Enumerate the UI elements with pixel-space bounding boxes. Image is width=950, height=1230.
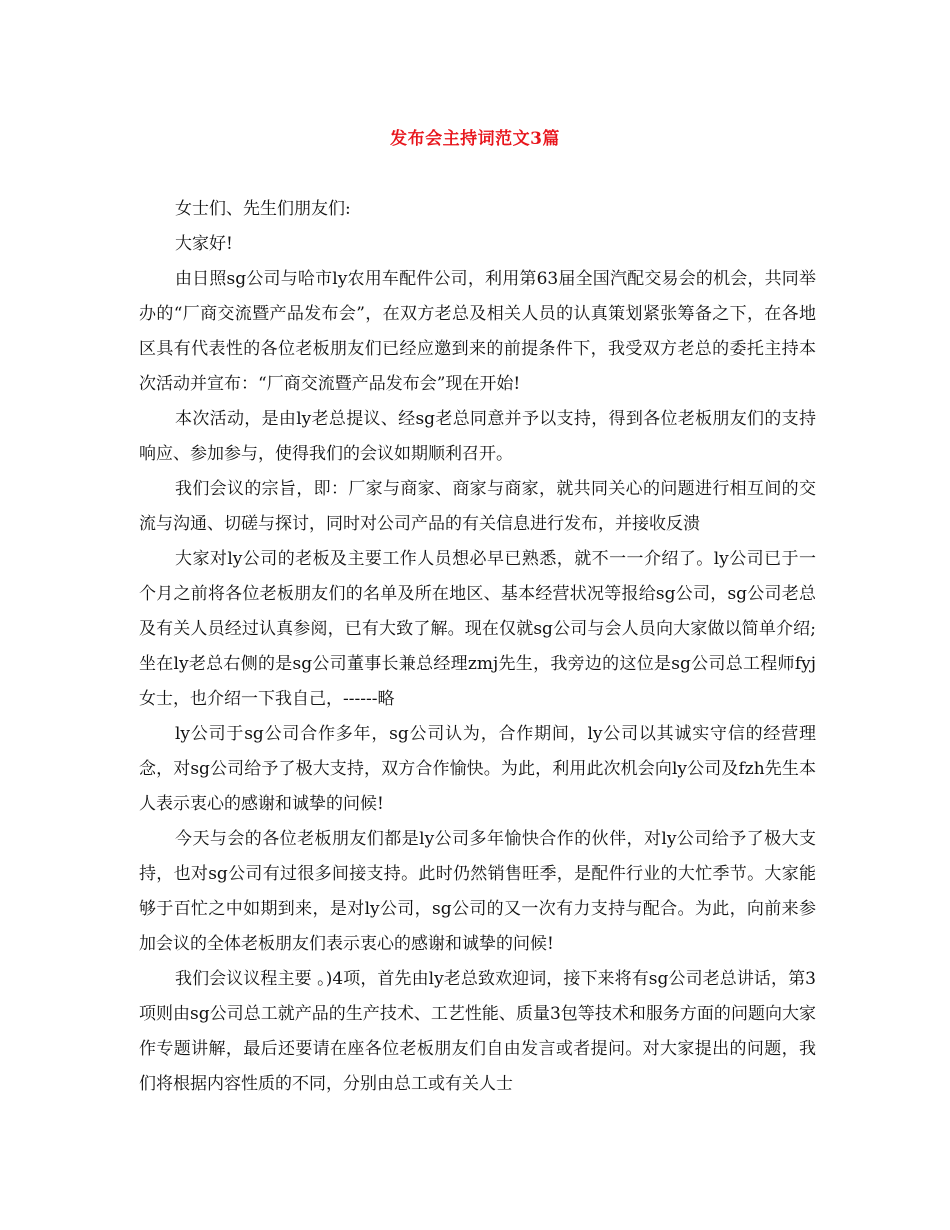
paragraph-activity: 本次活动，是由ly老总提议、经sg老总同意并予以支持，得到各位老板朋友们的支持响应、参加参与，使得我们的会议如期顺利召开。 xyxy=(139,409,816,464)
document-body xyxy=(139,192,816,1102)
paragraph-introduction: 大家对ly公司的老板及主要工作人员想必早已熟悉，就不一一介绍了。ly公司已于一个月之前将各位老板朋友们的名单及所在地区、基本经营状况等报给sg公司，sg公司老总及有关人员经过认真参阅，已有大致了解。现在仅就sg公司与会人员向大家做以简单介绍;坐在ly老总右侧的是sg公司董事长兼总经理zmj先生，我旁边的这位是sg公司总工程师fyj女士，也介绍一下我自己，------略 xyxy=(139,549,816,709)
document-title: 发布会主持词范文3篇 xyxy=(390,129,560,149)
paragraph-thanks: 今天与会的各位老板朋友们都是ly公司多年愉快合作的伙伴，对ly公司给予了极大支持，也对sg公司有过很多间接支持。此时仍然销售旺季，是配件行业的大忙季节。大家能够于百忙之中如期到来，是对ly公司，sg公司的又一次有力支持与配合。为此，向前来参加会议的全体老板朋友们表示衷心的感谢和诚挚的问候! xyxy=(139,829,816,954)
paragraph-opening: 由日照sg公司与哈市ly农用车配件公司，利用第63届全国汽配交易会的机会，共同举办的“厂商交流暨产品发布会”，在双方老总及相关人员的认真策划紧张筹备之下，在各地区具有代表性的各位老板朋友们已经应邀到来的前提条件下，我受双方老总的委托主持本次活动并宣布：“厂商交流暨产品发布会”现在开始! xyxy=(139,269,816,394)
paragraph-agenda: 我们会议议程主要 。)4项，首先由ly老总致欢迎词，接下来将有sg公司老总讲话，第3项则由sg公司总工就产品的生产技术、工艺性能、质量3包等技术和服务方面的问题向大家作专题讲解，最后还要请在座各位老板朋友们自由发言或者提问。对大家提出的问题，我们将根据内容性质的不同，分别由总工或有关人士 xyxy=(139,969,816,1094)
paragraph-cooperation: ly公司于sg公司合作多年，sg公司认为，合作期间，ly公司以其诚实守信的经营理念，对sg公司给予了极大支持，双方合作愉快。为此，利用此次机会向ly公司及fzh先生本人表示衷心的感谢和诚挚的问候! xyxy=(139,724,816,814)
paragraph-greeting: 女士们、先生们朋友们: xyxy=(175,199,351,219)
paragraph-purpose: 我们会议的宗旨，即：厂家与商家、商家与商家，就共同关心的问题进行相互间的交流与沟通、切磋与探讨，同时对公司产品的有关信息进行发布，并接收反溃 xyxy=(139,479,816,534)
paragraph-hello: 大家好! xyxy=(175,234,233,254)
